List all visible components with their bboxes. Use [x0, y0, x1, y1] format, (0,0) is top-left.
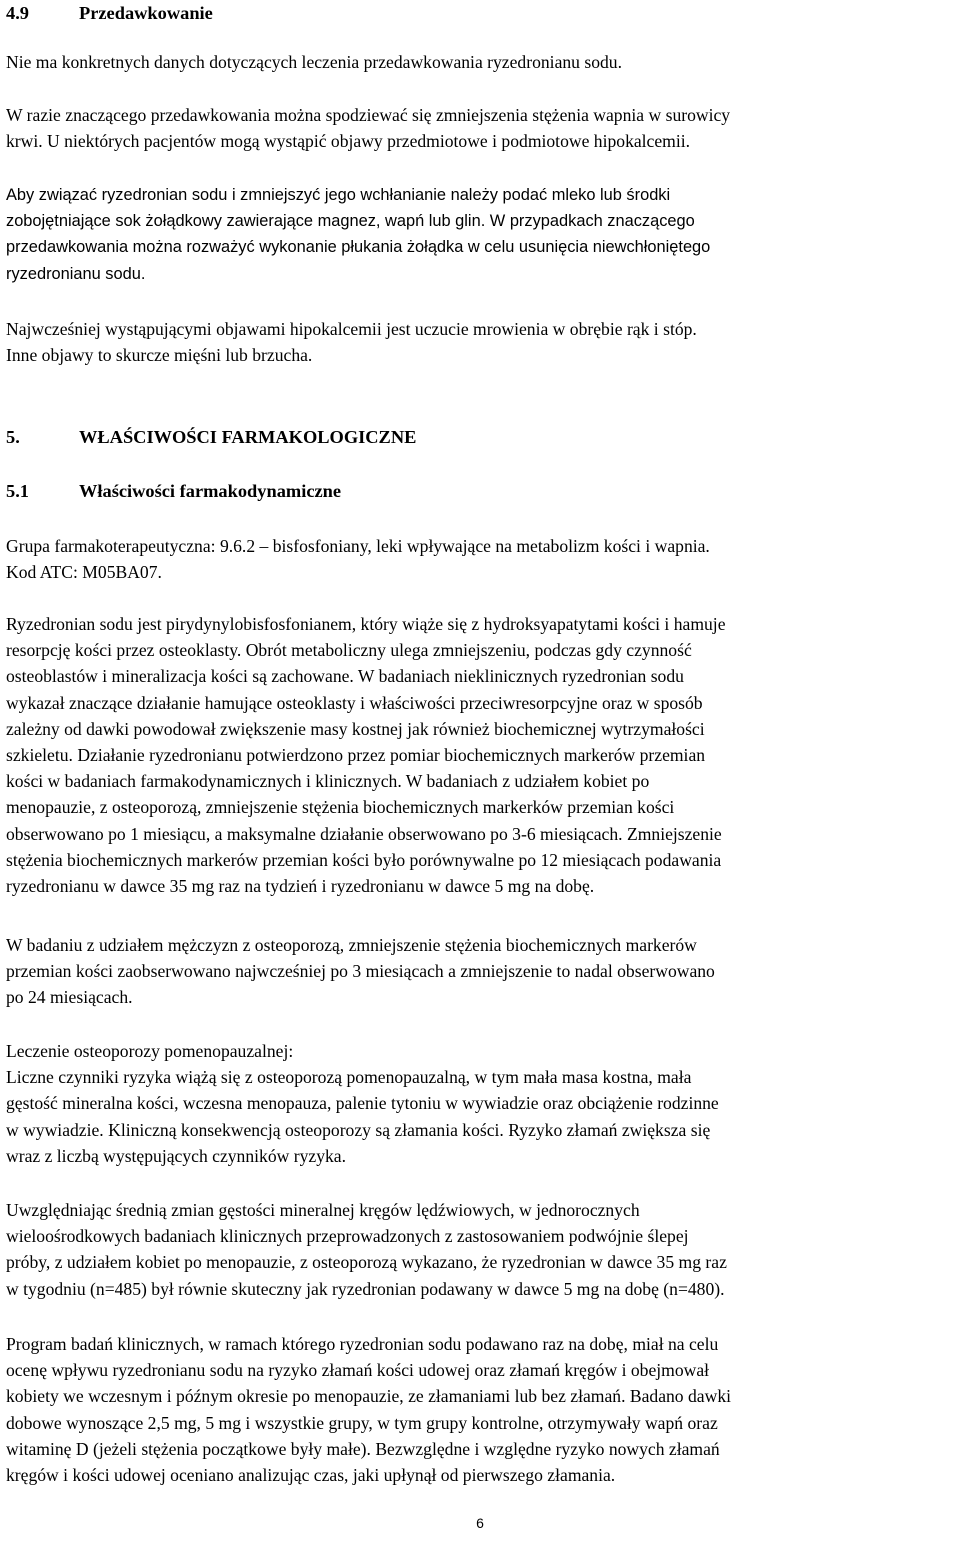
text-line: po 24 miesiącach. — [6, 987, 133, 1008]
text-line: ryzedronianu sodu. — [6, 264, 146, 283]
paragraph — [6, 932, 715, 1011]
text-line: w wywiadzie. Kliniczną konsekwencją osteoporozy są złamania kości. Ryzyko złamań zwiększa się — [6, 1119, 711, 1140]
text-line: w tygodniu (n=485) był równie skuteczny jak ryzedronian podawany w dawce 5 mg na dobę (n=480). — [6, 1278, 725, 1299]
section-title: WŁAŚCIWOŚCI FARMAKOLOGICZNE — [79, 427, 417, 447]
section-number: 4.9 — [6, 3, 29, 23]
text-line: menopauzie, z osteoporozą, zmniejszenie stężenia biochemicznych markerków przemian kości — [6, 797, 675, 818]
text-line: wraz z liczbą występujących czynników ryzyka. — [6, 1145, 346, 1166]
paragraph — [6, 49, 622, 75]
text-line: witaminę D (jeżeli stężenia początkowe były małe). Bezwzględne i względne ryzyko nowych złamań — [6, 1438, 720, 1459]
text-line: wykazał znaczące działanie hamujące osteoklasty i właściwości przeciwresorpcyjne oraz w sposób — [6, 692, 703, 713]
text-line: zależny od dawki powodował zwiększenie masy kostnej jak również biochemicznej wytrzymałości — [6, 718, 705, 739]
text-line: Najwcześniej wystąpującymi objawami hipokalcemii jest uczucie mrowienia w obrębie rąk i stóp. — [6, 319, 697, 339]
section-title: Właściwości farmakodynamiczne — [79, 481, 342, 501]
section-5-1-heading — [6, 478, 341, 504]
paragraph — [6, 611, 726, 899]
paragraph — [6, 102, 730, 154]
text-line: zobojętniające sok żołądkowy zawierające magnez, wapń lub glin. W przypadkach znaczącego — [6, 212, 695, 231]
page-number: 6 — [476, 1515, 484, 1531]
text-line: krwi. U niektórych pacjentów mogą wystąpić objawy przedmiotowe i podmiotowe hipokalcemii. — [6, 131, 691, 152]
text-line: Ryzedronian sodu jest pirydynylobisfosfonianem, który wiąże się z hydroksyapatytami kości i hamuje — [6, 614, 726, 634]
paragraph — [6, 316, 697, 368]
section-number: 5. — [6, 427, 20, 447]
text-line: W badaniu z udziałem mężczyzn z osteoporozą, zmniejszenie stężenia biochemicznych markerów — [6, 935, 697, 955]
text-line: przedawkowania można rozważyć wykonanie płukania żołądka w celu usunięcia niewchłoniętego — [6, 238, 711, 257]
text-line: W razie znaczącego przedawkowania można spodziewać się zmniejszenia stężenia wapnia w surowicy — [6, 105, 731, 125]
text-line: stężenia biochemicznych markerów przemian kości było porównywalne po 12 miesiącach podawania — [6, 849, 722, 870]
text-line: Uwzględniając średnią zmian gęstości mineralnej kręgów lędźwiowych, w jednorocznych — [6, 1200, 640, 1220]
text-line: Liczne czynniki ryzyka wiążą się z osteoporozą pomenopauzalną, w tym mała masa kostna, mała — [6, 1067, 692, 1088]
subsection-label: Leczenie osteoporozy pomenopauzalnej: — [6, 1041, 294, 1061]
text-line: resorpcję kości przez osteoklasty. Obrót metaboliczny ulega zmniejszeniu, podczas gdy czynność — [6, 640, 692, 661]
text-line: gęstość mineralna kości, wczesna menopauza, palenie tytoniu w wywiadzie oraz obciążenie rodzinne — [6, 1093, 719, 1114]
section-4-9-heading — [6, 0, 213, 26]
paragraph — [6, 1197, 727, 1302]
text-line: Kod ATC: M05BA07. — [6, 562, 162, 583]
text-line: kręgów i kości udowej oceniano analizując czas, jaki upłynął od pierwszego złamania. — [6, 1465, 616, 1486]
text-line: Inne objawy to skurcze mięśni lub brzucha. — [6, 345, 313, 366]
text-line: dobowe wynoszące 2,5 mg, 5 mg i wszystkie grupy, w tym grupy kontrolne, otrzymywały wapń oraz — [6, 1412, 718, 1433]
text-line: ocenę wpływu ryzedronianu sodu na ryzyko złamań kości udowej oraz złamań kręgów i obejmował — [6, 1360, 710, 1381]
text-line: Nie ma konkretnych danych dotyczących leczenia przedawkowania ryzedronianu sodu. — [6, 52, 623, 72]
section-5-heading — [6, 424, 416, 450]
text-line: osteoblastów i mineralizacja kości są zachowane. W badaniach nieklinicznych ryzedronian sodu — [6, 666, 684, 687]
text-line: przemian kości zaobserwowano najwcześniej po 3 miesiącach a zmniejszenie to nadal obserwowano — [6, 961, 715, 982]
paragraph — [6, 182, 710, 287]
section-number: 5.1 — [6, 481, 29, 501]
text-line: ryzedronianu w dawce 35 mg raz na tydzień i ryzedronianu w dawce 5 mg na dobę. — [6, 876, 595, 897]
text-line: kobiety we wczesnym i późnym okresie po menopauzie, ze złamaniami lub bez złamań. Badano dawki — [6, 1386, 732, 1407]
paragraph — [6, 1038, 719, 1169]
text-line: Program badań klinicznych, w ramach którego ryzedronian sodu podawano raz na dobę, miał na celu — [6, 1334, 719, 1354]
text-line: próby, z udziałem kobiet po menopauzie, z osteoporozą wykazano, że ryzedronian w dawce 35 mg raz — [6, 1252, 727, 1273]
paragraph — [6, 1331, 731, 1488]
text-line: Aby związać ryzedronian sodu i zmniejszyć jego wchłanianie należy podać mleko lub środki — [6, 186, 671, 204]
text-line: obserwowano po 1 miesiącu, a maksymalne działanie obserwowano po 3-6 miesiącach. Zmniejszenie — [6, 823, 722, 844]
text-line: wieloośrodkowych badaniach klinicznych przeprowadzonych z zastosowaniem podwójnie ślepej — [6, 1226, 689, 1247]
section-title: Przedawkowanie — [79, 3, 213, 23]
text-line: kości w badaniach farmakodynamicznych i klinicznych. W badaniach z udziałem kobiet po — [6, 771, 650, 792]
text-line: szkieletu. Działanie ryzedronianu potwierdzono przez pomiar biochemicznych markerów przemian — [6, 745, 706, 766]
paragraph — [6, 533, 710, 585]
text-line: Grupa farmakoterapeutyczna: 9.6.2 – bisfosfoniany, leki wpływające na metabolizm kości i wapnia. — [6, 536, 710, 556]
